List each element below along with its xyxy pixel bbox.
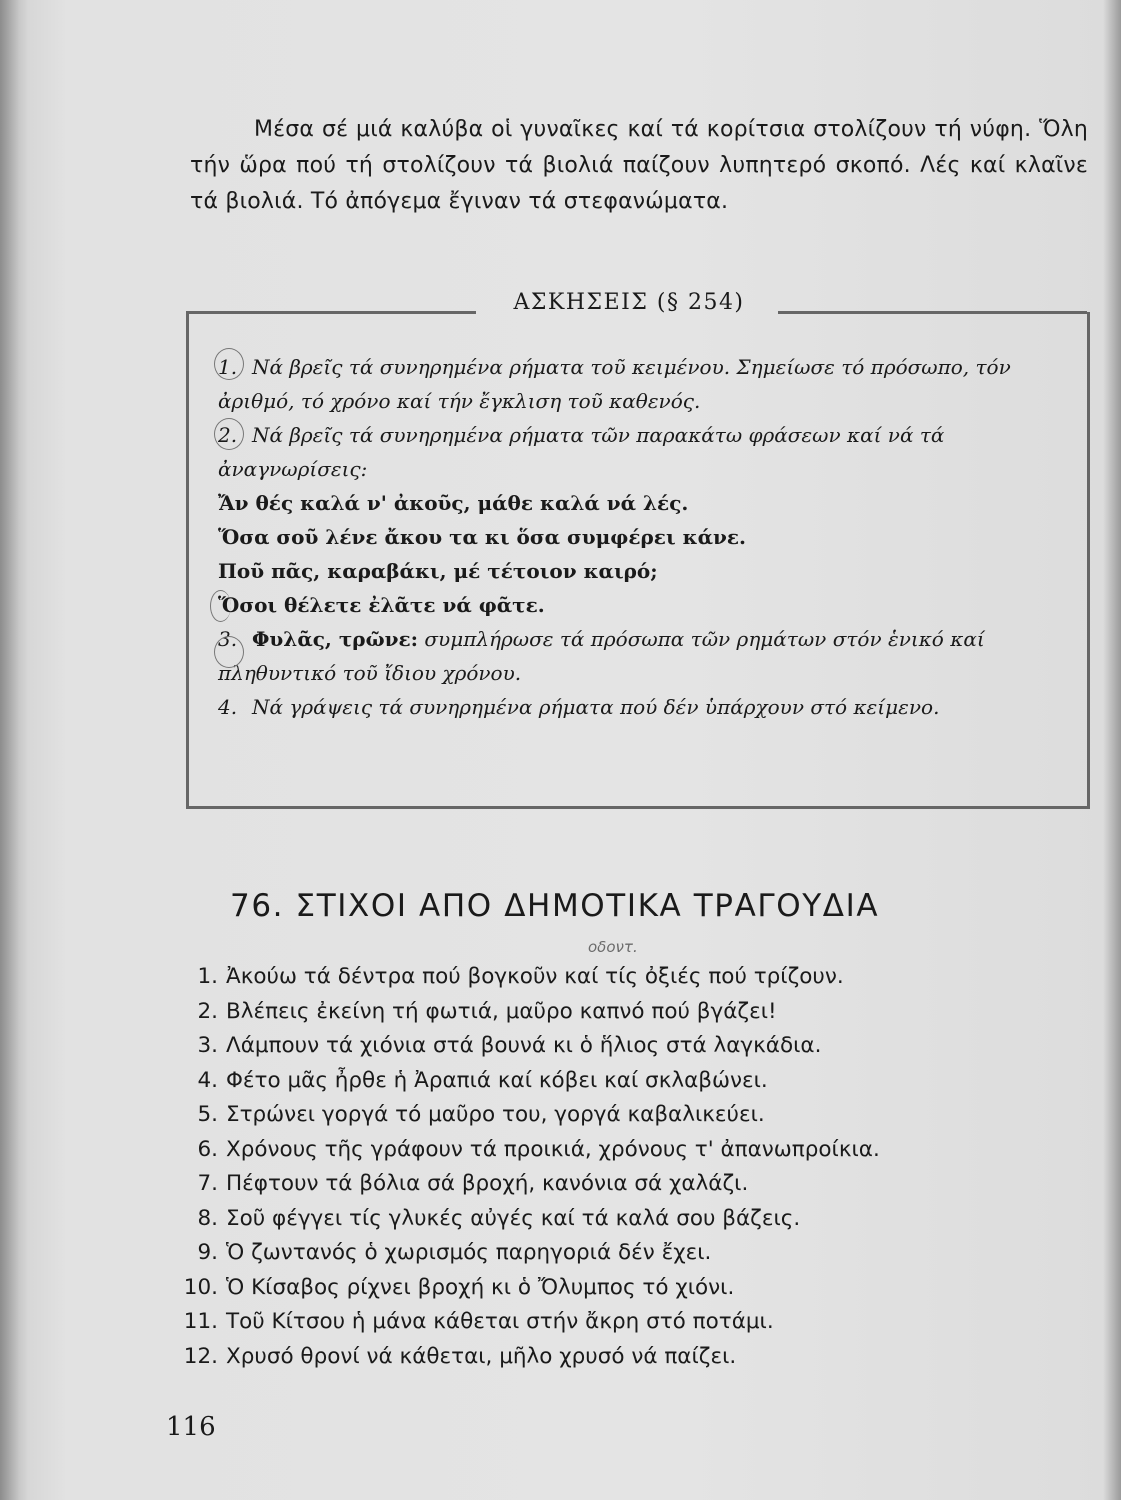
verse-line <box>166 1098 1066 1133</box>
verse-line <box>166 1167 1066 1202</box>
proverb-2: Ὅσα σοῦ λένε ἄκου τα κι ὅσα συμφέρει κάνε. <box>218 525 746 549</box>
exercise-verbs: Φυλᾶς, τρῶνε: <box>252 627 419 651</box>
verse-number: 12. <box>183 1343 218 1369</box>
exercise-list <box>218 350 1056 724</box>
proverb-3: Ποῦ πᾶς, καραβάκι, μέ τέτοιον καιρό; <box>218 559 658 583</box>
verse-text: Χρόνους τῆς γράφουν τά προικιά, χρόνους τ' ἀπανωπροίκια. <box>226 1136 880 1162</box>
exercises-box-top-left <box>186 311 476 314</box>
exercise-text: Νά γράψεις τά συνηρημένα ρήματα πού δέν ὑπάρχουν στό κείμενο. <box>252 695 940 719</box>
verse-text: Ἀκούω τά δέντρα πού βογκοῦν καί τίς ὀξιές πού τρίζουν. <box>226 964 844 989</box>
verse-line <box>166 1271 1066 1306</box>
verse-number: 5. <box>197 1102 218 1127</box>
exercise-number: 3. <box>218 627 238 651</box>
verse-number: 6. <box>197 1136 218 1162</box>
verse-text: Χρυσό θρονί νά κάθεται, μῆλο χρυσό νά παίζει. <box>226 1343 737 1369</box>
proverb-4: Ὅσοι θέλετε ἐλᾶτε νά φᾶτε. <box>218 593 545 617</box>
section-title: 76. ΣΤΙΧΟΙ ΑΠΟ ΔΗΜΟΤΙΚΑ ΤΡΑΓΟΥΔΙΑ <box>230 888 880 924</box>
verse-line <box>166 995 1066 1030</box>
binding-shadow <box>0 0 28 1500</box>
verse-text: Βλέπεις ἐκείνη τή φωτιά, μαῦρο καπνό πού βγάζει! <box>226 998 777 1024</box>
verse-text: Σοῦ φέγγει τίς γλυκές αὐγές καί τά καλά σου βάζεις. <box>226 1205 801 1231</box>
exercises-title: ΑΣΚΗΣΕΙΣ (§ 254) <box>513 290 745 315</box>
verse-text: Λάμπουν τά χιόνια στά βουνά κι ὁ ἥλιος στά λαγκάδια. <box>226 1033 822 1058</box>
verse-number: 1. <box>197 964 218 989</box>
verse-line <box>166 1305 1066 1340</box>
verse-text: Ὁ ζωντανός ὁ χωρισμός παρηγοριά δέν ἔχει. <box>226 1240 712 1265</box>
verse-line <box>166 960 1066 995</box>
verse-number: 7. <box>197 1171 218 1196</box>
exercise-text: συμπλήρωσε τά πρόσωπα τῶν ρημάτων στόν ἑνικό καί πληθυντικό τοῦ ἴδιου χρόνου. <box>218 627 985 685</box>
exercise-text: Νά βρεῖς τά συνηρημένα ρήματα τῶν παρακάτω φράσεων καί νά τά ἀναγνωρίσεις: <box>218 423 945 481</box>
verse-text: Φέτο μᾶς ἦρθε ἡ Ἀραπιά καί κόβει καί σκλαβώνει. <box>226 1067 768 1093</box>
verse-line <box>166 1064 1066 1099</box>
page-edge <box>1103 0 1121 1500</box>
exercise-2 <box>218 418 1056 486</box>
exercise-number: 4. <box>218 695 238 719</box>
intro-paragraph: Μέσα σέ μιά καλύβα οἱ γυναῖκες καί τά κορίτσια στολίζουν τή νύφη. Ὅλη τήν ὥρα πού τή στολίζουν τά βιολιά παίζουν λυπητερό σκοπό. Λές καί κλαῖνε τά βιολιά. Τό ἀπόγεμα ἔγιναν τά στεφανώματα. <box>190 117 1088 214</box>
verse-line <box>166 1236 1066 1271</box>
verse-text: Τοῦ Κίτσου ἡ μάνα κάθεται στήν ἄκρη στό ποτάμι. <box>226 1309 774 1334</box>
verse-number: 4. <box>197 1067 218 1093</box>
verse-line <box>166 1202 1066 1237</box>
verse-number: 2. <box>197 998 218 1024</box>
proverb-1: Ἄν θές καλά ν' ἀκοῦς, μάθε καλά νά λές. <box>218 491 689 515</box>
verse-number: 9. <box>197 1240 218 1265</box>
verse-text: Πέφτουν τά βόλια σά βροχή, κανόνια σά χαλάζι. <box>226 1171 749 1196</box>
handwritten-note: οδοντ. <box>588 938 638 956</box>
exercise-4 <box>218 690 1056 724</box>
verse-text: Ὁ Κίσαβος ρίχνει βροχή κι ὁ Ὄλυμπος τό χιόνι. <box>226 1274 735 1300</box>
exercise-number: 2. <box>218 423 238 447</box>
verse-number: 10. <box>183 1274 218 1300</box>
exercises-box-top-right <box>778 311 1087 314</box>
exercise-number: 1. <box>218 355 238 379</box>
verse-number: 8. <box>197 1205 218 1231</box>
verse-number: 11. <box>183 1309 218 1334</box>
page-number: 116 <box>166 1412 216 1442</box>
exercise-1 <box>218 350 1056 418</box>
verse-list <box>166 960 1066 1374</box>
exercise-text: Νά βρεῖς τά συνηρημένα ρήματα τοῦ κειμένου. Σημείωσε τό πρόσωπο, τόν ἀριθμό, τό χρόνο καί τήν ἔγκλιση τοῦ καθενός. <box>218 355 1011 413</box>
exercise-3 <box>218 622 1056 690</box>
verse-number: 3. <box>197 1033 218 1058</box>
verse-line <box>166 1133 1066 1168</box>
verse-text: Στρώνει γοργά τό μαῦρο του, γοργά καβαλικεύει. <box>226 1102 765 1127</box>
verse-line <box>166 1029 1066 1064</box>
verse-line <box>166 1340 1066 1375</box>
